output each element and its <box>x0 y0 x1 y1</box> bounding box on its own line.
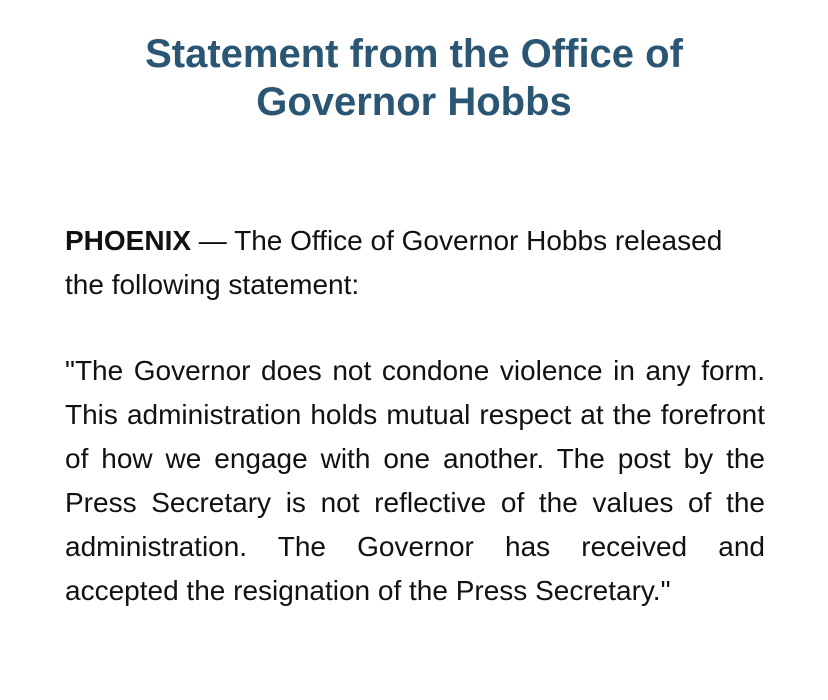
intro-paragraph <box>65 219 765 307</box>
statement-quote: "The Governor does not condone violence in any form. This administration holds mutual respect at the forefront of how we engage with one another. The post by the Press Secretary is not reflective of the values of the administration. The Governor has received and accepted the resignation of the Press Secretary." <box>65 355 765 606</box>
dateline: PHOENIX <box>65 225 192 256</box>
intro-text: — The Office of Governor Hobbs released the following statement: <box>65 225 723 300</box>
statement-title: Statement from the Office of Governor Hobbs <box>145 32 683 124</box>
